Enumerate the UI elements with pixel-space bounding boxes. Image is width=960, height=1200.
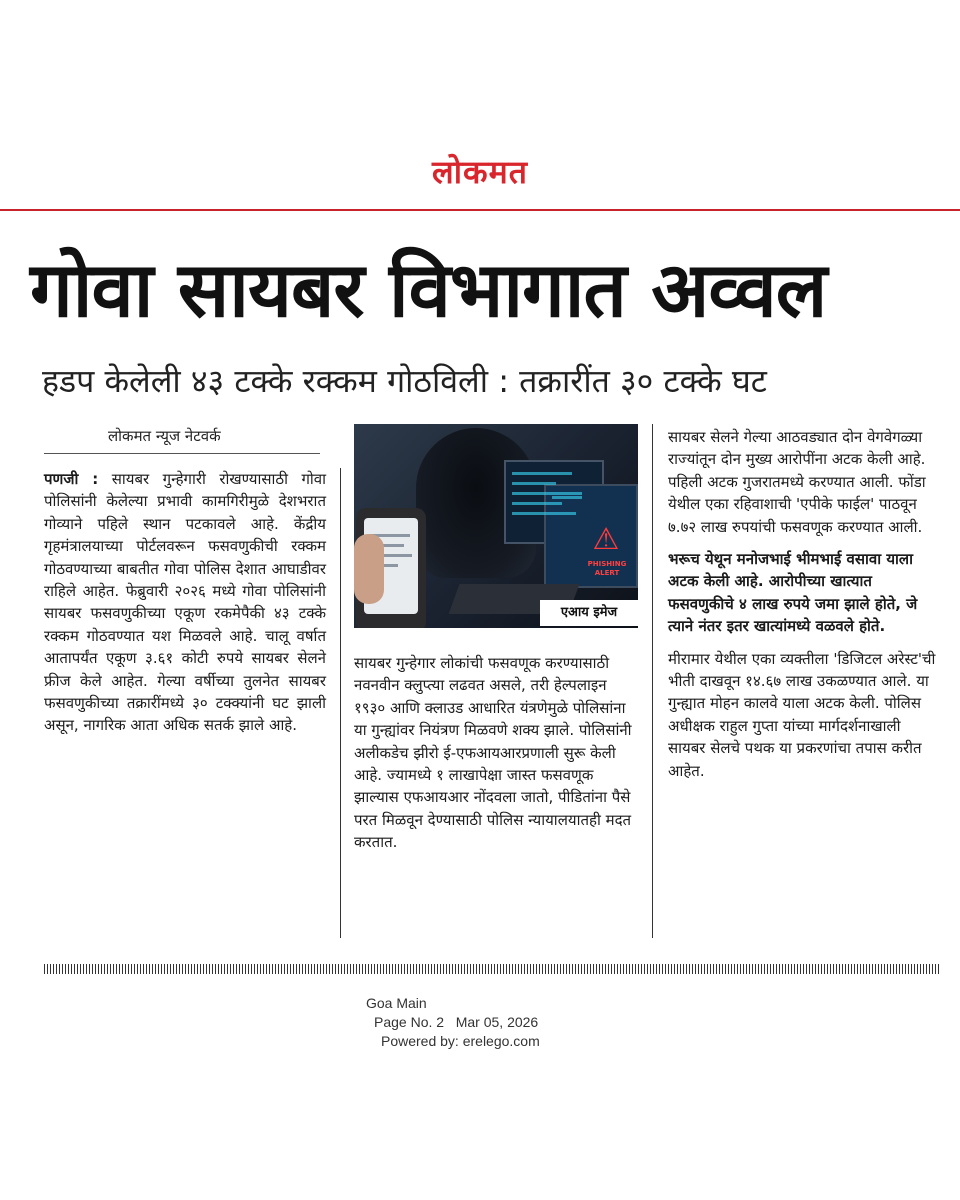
hand: [354, 534, 384, 604]
dateline: पणजी :: [44, 470, 99, 488]
article-column-1: [44, 468, 326, 745]
byline-rule: [44, 453, 320, 454]
footer-separator: [44, 964, 940, 974]
alert-label: PHISHING ALERT: [587, 560, 627, 577]
code-line: [512, 502, 562, 505]
column-divider: [340, 468, 341, 938]
code-line: [512, 512, 576, 515]
code-line: [512, 472, 572, 475]
article-column-3: [668, 426, 940, 792]
column-2-text: सायबर गुन्हेगार लोकांची फसवणूक करण्यासाठी नवनवीन क्लुप्त्या लढवत असले, तरी हेल्पलाइन १९३० आणि क्लाउड आधारित यंत्रणेमुळे पोलिसांना या गुन्ह्यांवर नियंत्रण मिळवणे शक्य झाले. पोलिसांनी अलीकडेच झीरो ई-एफआयआरप्रणाली सुरू केली आहे. ज्यामध्ये १ लाखापेक्षा जास्त फसवणूक झाल्यास एफआयआर नोंदवला जातो, पीडितांना पैसे परत मिळवून देण्यासाठी पोलिस न्यायालयातही मदत करतात.: [354, 654, 632, 852]
article-column-2: [354, 652, 638, 862]
page-date-label: Page No. 2 Mar 05, 2026: [374, 1014, 539, 1030]
masthead-rule: [0, 209, 960, 211]
subheadline: हडप केलेली ४३ टक्के रक्कम गोठविली : तक्रारींत ३० टक्के घट: [42, 362, 767, 400]
code-line: [552, 496, 582, 499]
byline: लोकमत न्यूज नेटवर्क: [108, 427, 221, 445]
masthead-logo: लोकमत: [432, 153, 528, 191]
column-divider: [652, 424, 653, 938]
article-photo: [354, 424, 638, 628]
column-3-paragraph-2: भरूच येथून मनोजभाई भीमभाई वसावा याला अटक केली आहे. आरोपीच्या खात्यात फसवणुकीचे ४ लाख रुपये जमा झाले होते, जे त्याने नंतर इतर खात्यांमध्ये वळवले होते.: [668, 550, 918, 636]
edition-label: Goa Main: [366, 995, 427, 1011]
column-3-paragraph-3: मीरामार येथील एका व्यक्तीला 'डिजिटल अरेस्ट'ची भीती दाखवून १४.६७ लाख उकळण्यात आले. या गुन्ह्यात मोहन कालवे याला अटक केली. पोलिस अधीक्षक राहुल गुप्ता यांच्या मार्गदर्शनाखाली सायबर सेलचे पथक या प्रकरणांचा तपास करीत आहेत.: [668, 649, 936, 780]
column-3-paragraph-1: सायबर सेलने गेल्या आठवड्यात दोन वेगवेगळ्या राज्यांतून दोन मुख्य आरोपींना अटक केली आहे. पहिली अटक गुजरातमध्ये करण्यात आली. फोंडा येथील एका रहिवाशाची 'एपीके फाईल' पाठवून ७.७२ लाख रुपयांची फसवणूक करण्यात आली.: [668, 428, 926, 536]
headline: गोवा सायबर विभागात अव्वल: [30, 245, 827, 334]
code-line: [512, 492, 582, 495]
column-1-text: सायबर गुन्हेगारी रोखण्यासाठी गोवा पोलिसांनी केलेल्या प्रभावी कामगिरीमुळे देशभरात गोव्याने पहिले स्थान पटकावले आहे. केंद्रीय गृहमंत्रालयाच्या पोर्टलवरून फसवणुकीची रक्कम गोठवण्याच्या बाबतीत गोवा पोलिस देशात आघाडीवर राहिले आहेत. फेब्रुवारी २०२६ मध्ये गोवा पोलिसांनी सायबर फसवणुकीच्या एकूण रकमेपैकी ४३ टक्के रक्कम गोठवण्यात यश मिळवले आहे. चालू वर्षात आतापर्यंत एकूण ३.६१ कोटी रुपये सायबर सेलने फ्रीज केले आहेत. गेल्या वर्षीच्या तुलनेत सायबर फसवणुकीच्या तक्रारींमध्ये ३० टक्क्यांनी घट झाली असून, नागरिक आता अधिक सतर्क झाले आहे.: [44, 470, 326, 735]
code-line: [512, 482, 556, 485]
warning-icon: ⚠: [592, 522, 620, 557]
photo-caption: एआय इमेज: [540, 600, 638, 626]
powered-by-label: Powered by: erelego.com: [381, 1033, 540, 1049]
